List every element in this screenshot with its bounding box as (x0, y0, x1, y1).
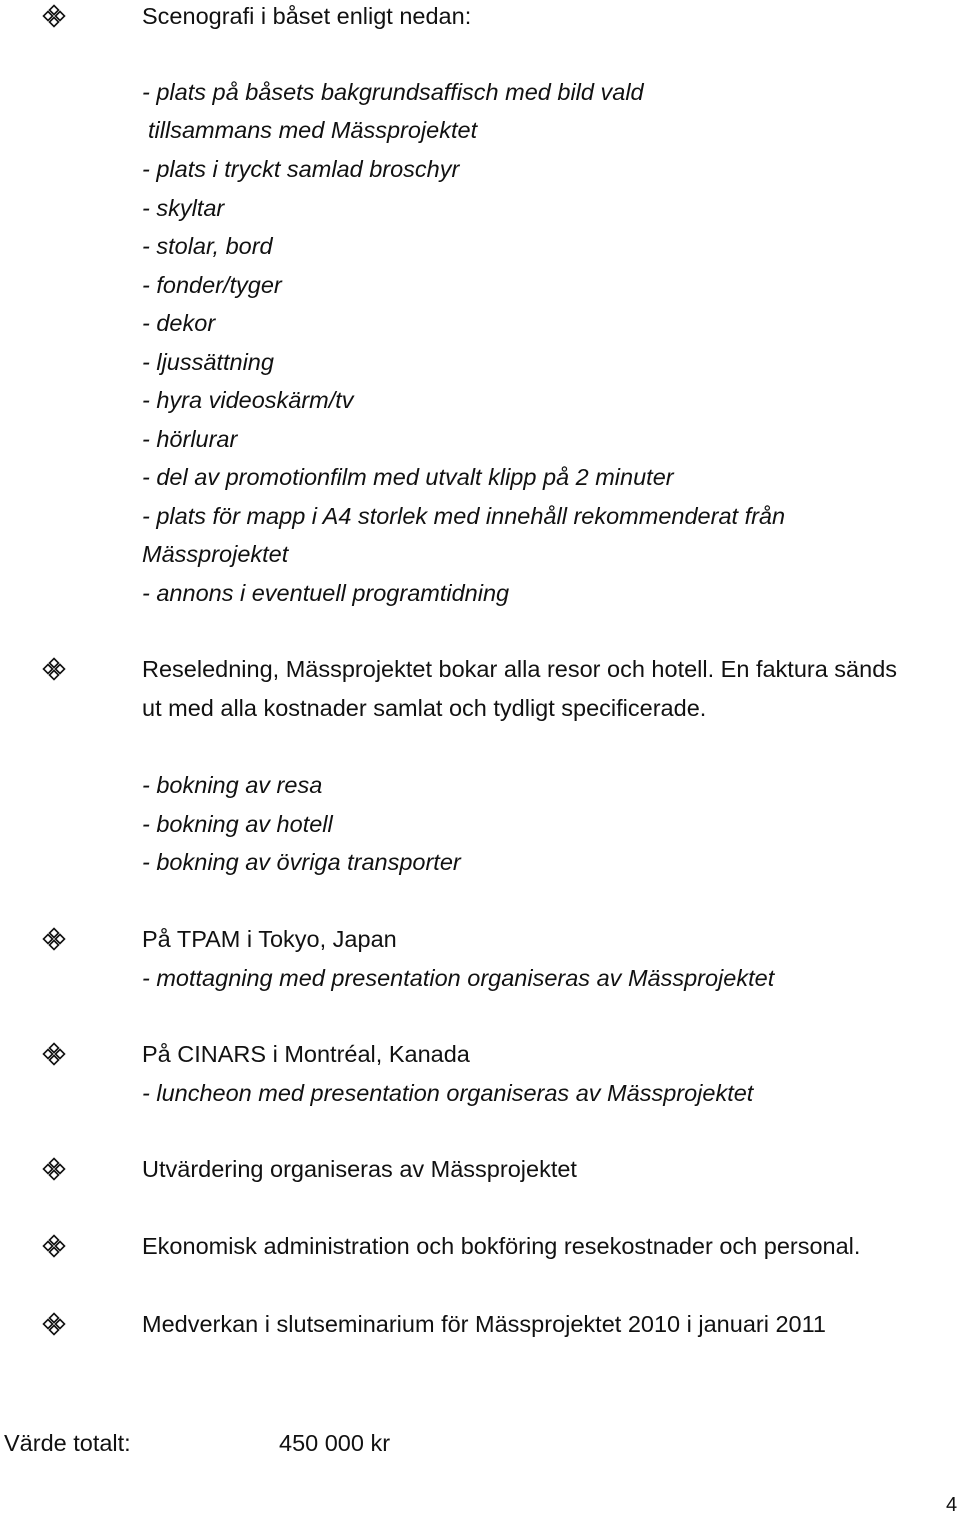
bullet-icon (42, 4, 66, 28)
list-item: tillsammans med Mässprojektet (148, 117, 478, 143)
list-item: - fonder/tyger (142, 272, 282, 298)
list-item: Mässprojektet (142, 541, 289, 567)
list-item: - bokning av hotell (142, 811, 333, 837)
list-item: - bokning av resa (142, 772, 323, 798)
bullet-icon (42, 657, 66, 681)
section1-heading: Scenografi i båset enligt nedan: (142, 3, 472, 29)
section2-heading-line2: ut med alla kostnader samlat och tydligt specificerade. (142, 695, 707, 721)
section5-heading: Utvärdering organiseras av Mässprojektet (142, 1156, 577, 1182)
list-item: - plats på båsets bakgrundsaffisch med bild vald (142, 79, 644, 105)
list-item: - bokning av övriga transporter (142, 849, 461, 875)
list-item: - del av promotionfilm med utvalt klipp på 2 minuter (142, 464, 674, 490)
bullet-icon (42, 1042, 66, 1066)
section3-heading: På TPAM i Tokyo, Japan (142, 926, 397, 952)
list-item: - hörlurar (142, 426, 238, 452)
bullet-icon (42, 927, 66, 951)
bullet-icon (42, 1312, 66, 1336)
section7-heading: Medverkan i slutseminarium för Mässprojektet 2010 i januari 2011 (142, 1311, 827, 1337)
section2-heading-line1: Reseledning, Mässprojektet bokar alla resor och hotell. En faktura sänds (142, 656, 898, 682)
list-item: - skyltar (142, 195, 225, 221)
page-number: 4 (946, 1494, 958, 1516)
list-item: - plats i tryckt samlad broschyr (142, 156, 460, 182)
list-item: - luncheon med presentation organiseras av Mässprojektet (142, 1080, 754, 1106)
list-item: - hyra videoskärm/tv (142, 387, 354, 413)
total-label: Värde totalt: (4, 1430, 131, 1456)
list-item: - mottagning med presentation organiseras av Mässprojektet (142, 965, 775, 991)
list-item: - plats för mapp i A4 storlek med innehåll rekommenderat från (142, 503, 786, 529)
list-item: - dekor (142, 310, 216, 336)
list-item: - stolar, bord (142, 233, 273, 259)
section4-heading: På CINARS i Montréal, Kanada (142, 1041, 470, 1067)
total-value: 450 000 kr (279, 1430, 391, 1456)
bullet-icon (42, 1234, 66, 1258)
list-item: - ljussättning (142, 349, 274, 375)
list-item: - annons i eventuell programtidning (142, 580, 510, 606)
section6-heading: Ekonomisk administration och bokföring resekostnader och personal. (142, 1233, 861, 1259)
bullet-icon (42, 1157, 66, 1181)
